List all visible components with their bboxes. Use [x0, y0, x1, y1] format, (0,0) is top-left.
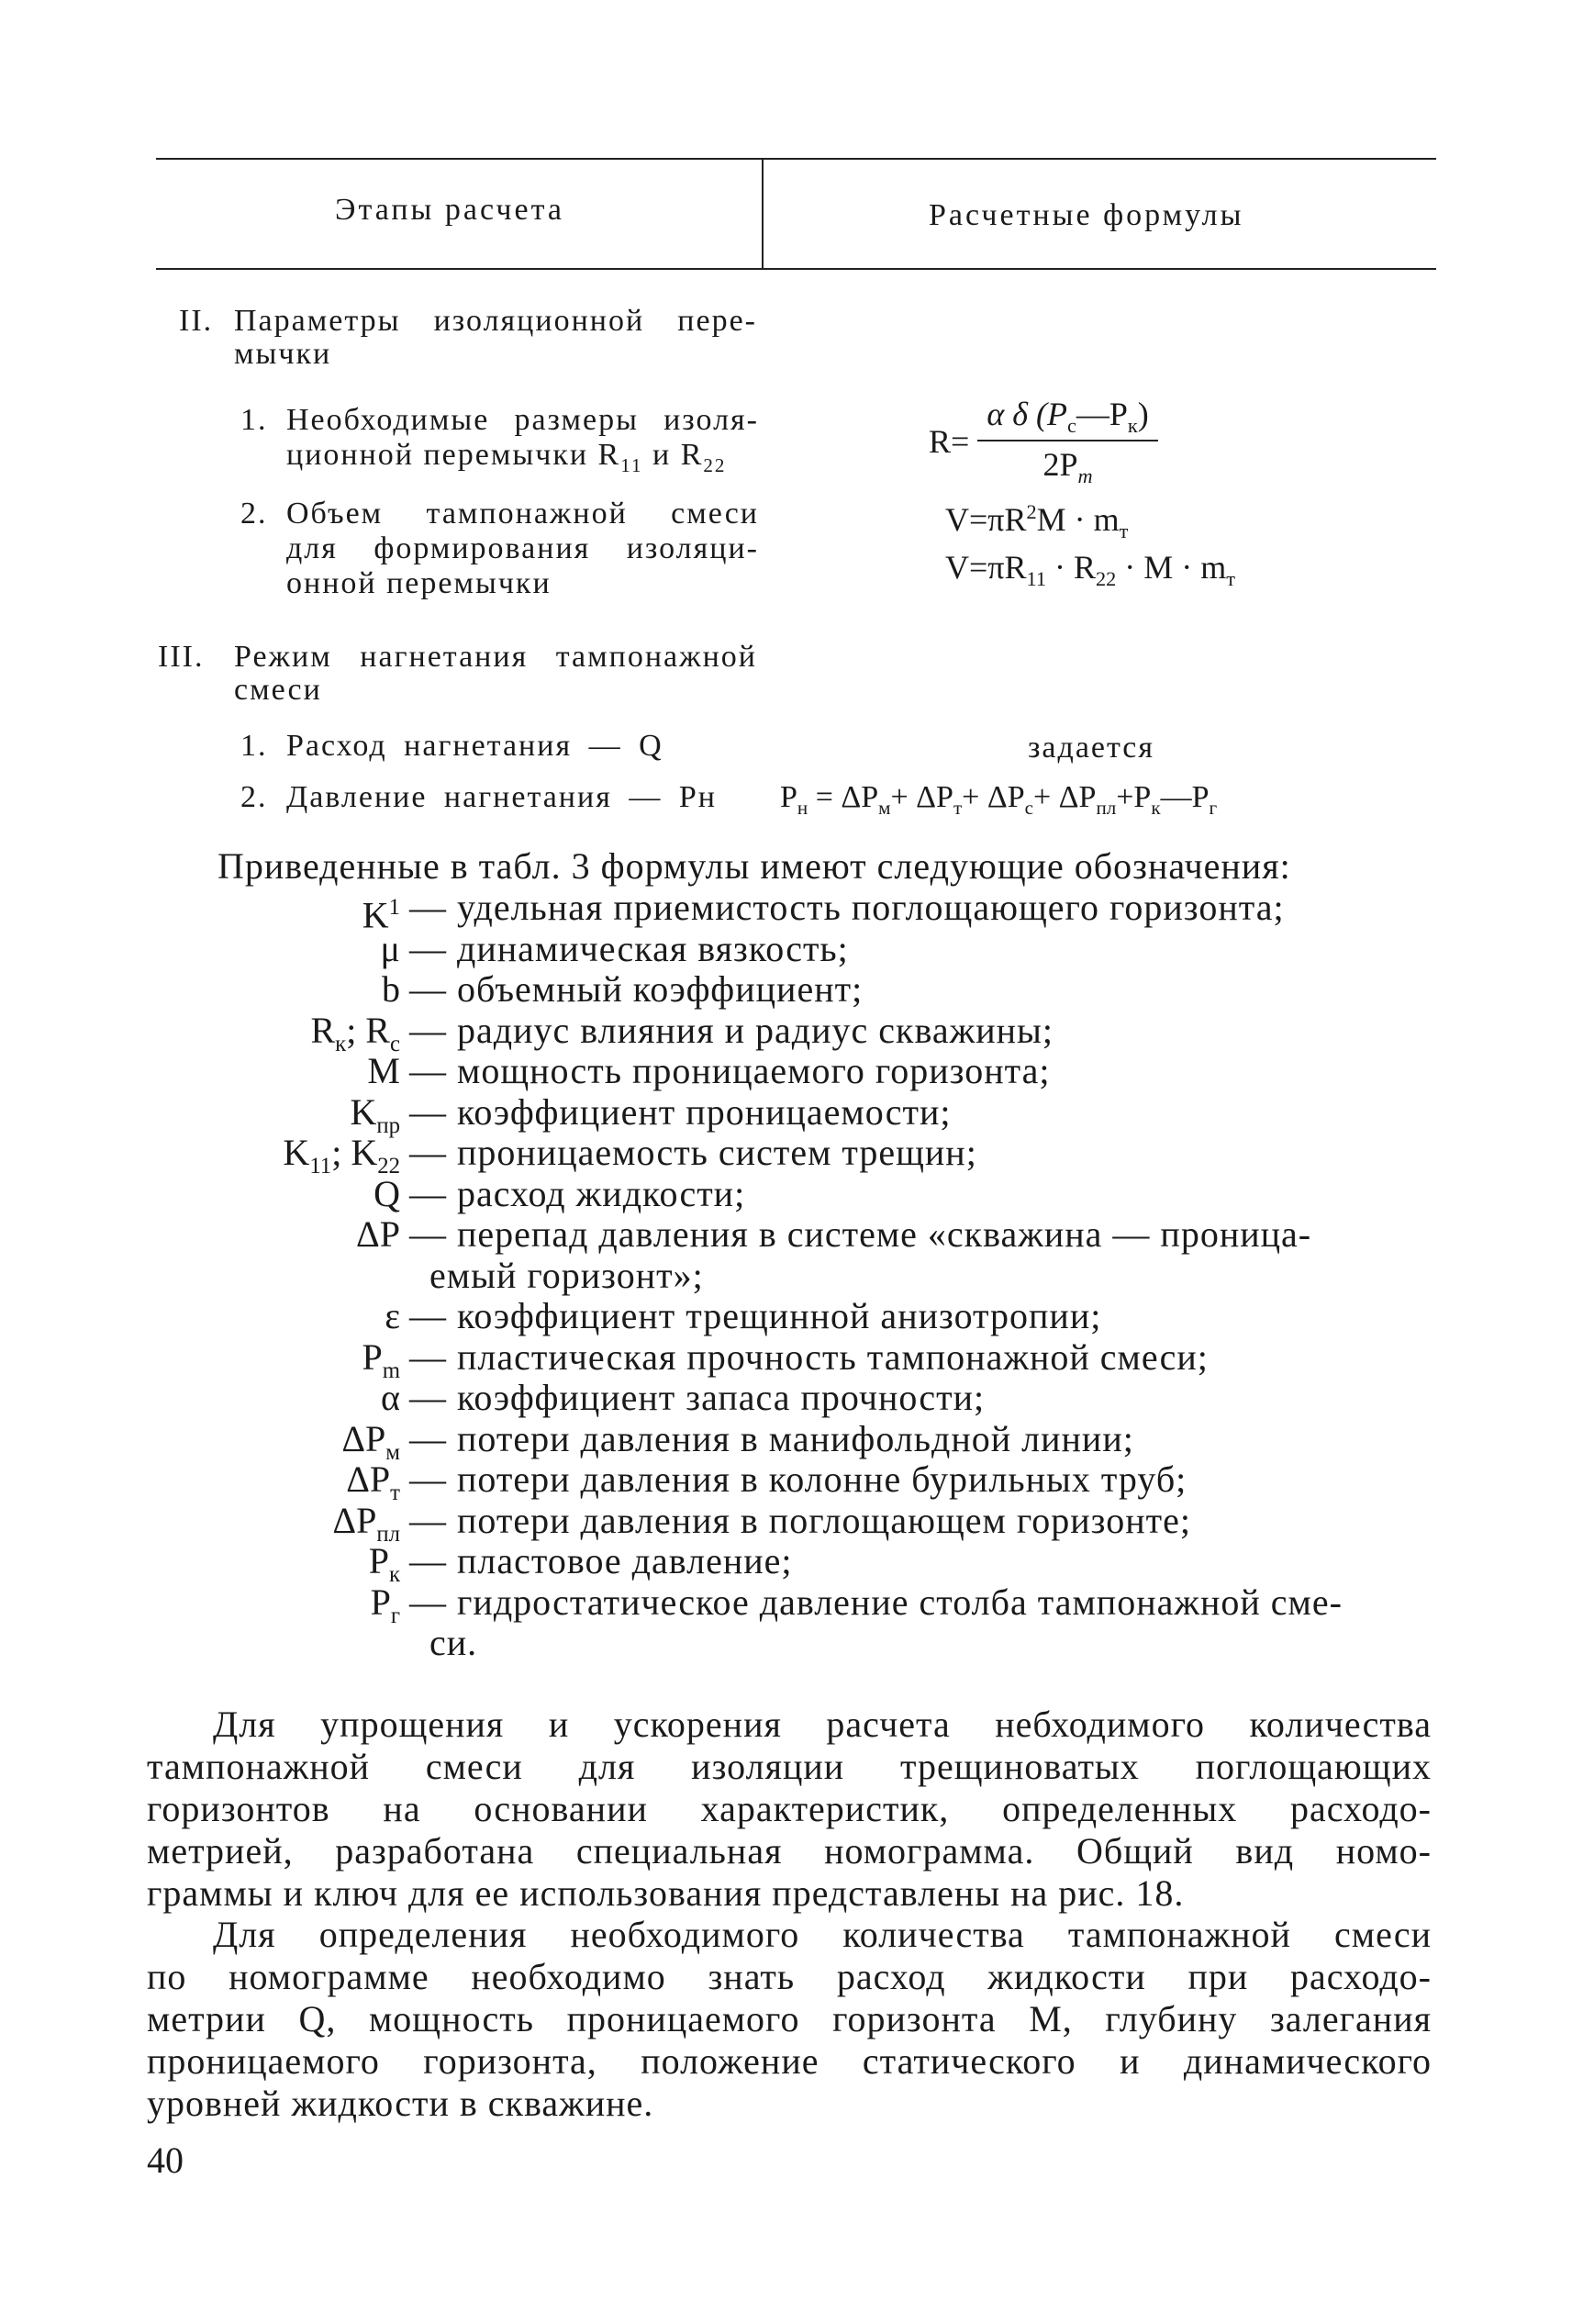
paragraph-line: метрии Q, мощность проницаемого горизонта M, глубину залегания: [147, 1998, 1432, 2039]
legend-description: — потери давления в манифольдной линии;: [409, 1417, 1134, 1459]
legend-description: — удельная приемистость поглощающего горизонта;: [409, 887, 1285, 928]
legend-description: — коэффициент запаса прочности;: [409, 1377, 986, 1418]
paragraph-usage: [147, 1914, 1432, 2125]
row-2-1-number: 1.: [240, 403, 268, 437]
legend-item: [147, 887, 1450, 936]
legend-item: [147, 1132, 1450, 1179]
row-2-2-line2: для формирования изоляци-: [286, 531, 759, 565]
legend-symbol: $P_m$: [362, 1335, 400, 1383]
legend-item: [147, 1377, 1450, 1419]
legend-symbol: $P_г$: [370, 1581, 400, 1628]
legend-description: — перепад давления в системе «скважина — проница-: [409, 1213, 1312, 1255]
legend-description: — мощность проницаемого горизонта;: [409, 1050, 1051, 1091]
legend-item: [147, 1213, 1450, 1256]
row-2-1-line1: Необходимые размеры изоля-: [286, 403, 759, 437]
legend-description: — потери давления в колонне бурильных труб;: [409, 1458, 1187, 1500]
legend-symbol: $R_к$; $R_с$: [310, 1009, 400, 1056]
legend-description: — пластическая прочность тампонажной смеси;: [409, 1335, 1209, 1378]
table-top-rule: [156, 158, 1436, 160]
page-number: 40: [147, 2140, 184, 2181]
row-3-2-number: 2.: [240, 780, 268, 814]
legend-symbol: $\Delta P_т$: [346, 1458, 400, 1505]
legend-symbol: α: [381, 1377, 400, 1418]
legend-description: — коэффициент проницаемости;: [409, 1090, 952, 1133]
section-3-title-line2: смеси: [234, 673, 322, 707]
legend-symbol: b: [382, 968, 400, 1010]
legend-item: [147, 928, 1450, 970]
legend-symbol: $K_{11}$; $K_{22}$: [283, 1132, 400, 1179]
paragraph-line: проницаемого горизонта, положение статического и динамического: [147, 2040, 1432, 2082]
legend-symbol: μ: [380, 927, 400, 969]
legend-symbol: $K^1$: [362, 894, 400, 936]
legend-description: — расход жидкости;: [409, 1172, 746, 1214]
legend-item: [147, 1335, 1450, 1383]
section-2-number: II.: [179, 304, 214, 338]
formula-radius: R= $\frac{\alpha \delta (P_с—P_к)}{2P_m}$: [929, 395, 1158, 488]
row-2-2-line1: Объем тампонажной смеси: [286, 497, 759, 531]
legend-symbol: $P_к$: [368, 1540, 400, 1587]
paragraph-line: Для определения необходимого количества тампонажной смеси: [213, 1914, 1432, 1955]
legend-description: — радиус влияния и радиус скважины;: [409, 1009, 1054, 1051]
legend-description: — пластовое давление;: [409, 1540, 793, 1581]
legend-description: — потери давления в поглощающем горизонте;: [409, 1499, 1191, 1541]
paragraph-line: тампонажной смеси для изоляции трещиноватых поглощающих: [147, 1746, 1432, 1787]
legend-item: [147, 1458, 1450, 1505]
paragraph-line: Для упрощения и ускорения расчета небходимого количества: [213, 1704, 1432, 1745]
legend-symbol: $\Delta P_м$: [341, 1417, 400, 1465]
legend-item: [147, 1417, 1450, 1465]
legend-symbol: ΔP: [356, 1213, 400, 1255]
legend-symbol: $\Delta P_{пл}$: [332, 1499, 400, 1547]
legend-item: [147, 1540, 1450, 1587]
section-3-title-line1: Режим нагнетания тампонажной: [234, 640, 757, 674]
paragraph-line: уровней жидкости в скважине.: [147, 2083, 654, 2124]
legend-item: [147, 1009, 1450, 1056]
legend-item: [147, 1499, 1450, 1547]
legend-symbol: ε: [385, 1295, 400, 1336]
legend-symbol: M: [367, 1050, 400, 1091]
legend-description: — проницаемость систем трещин;: [409, 1132, 977, 1173]
header-formulas: Расчетные формулы: [929, 198, 1244, 232]
row-3-2-text: Давление нагнетания — Pн: [286, 780, 717, 814]
row-3-1-text: Расход нагнетания — Q: [286, 729, 663, 763]
formula-volume-2: $V=\pi R_{11} \cdot R_{22} \cdot M \cdot m_т$: [945, 549, 1236, 591]
table-header-rule: [156, 268, 1436, 270]
row-3-1-formula: задается: [1028, 731, 1155, 765]
formula-injection-pressure: $P_н = \Delta P_м+ \Delta P_т+ \Delta P_с+$ $\Delta P_{пл}+P_к—P_г$: [780, 780, 1218, 819]
legend-symbol: Q: [373, 1172, 400, 1214]
legend-intro: Приведенные в табл. 3 формулы имеют следующие обозначения:: [217, 845, 1291, 887]
paragraph-line: горизонтов на основании характеристик, определенных расходо-: [147, 1788, 1432, 1829]
paragraph-line: метрией, разработана специальная номограмма. Общий вид номо-: [147, 1830, 1432, 1871]
legend-item: [147, 1090, 1450, 1138]
paragraph-line: по номограмме необходимо знать расход жидкости при расходо-: [147, 1956, 1432, 1997]
legend-item: [147, 968, 1450, 1011]
row-2-1-line2: ционной перемычки $R_{11}$ и $R_{22}$: [286, 438, 727, 476]
row-3-1-number: 1.: [240, 729, 268, 763]
paragraph-line: граммы и ключ для ее использования представлены на рис. 18.: [147, 1872, 1185, 1914]
formula-volume-1: $V=\pi R^2M \cdot m_т$: [945, 500, 1129, 543]
header-stages: Этапы расчета: [335, 193, 564, 227]
legend-item: [147, 1173, 1450, 1215]
legend-item-continuation: си.: [429, 1622, 478, 1663]
legend-symbol: $K_{пр}$: [350, 1090, 400, 1138]
row-2-2-number: 2.: [240, 497, 268, 531]
legend-item: [147, 1295, 1450, 1337]
legend-item: [147, 1050, 1450, 1092]
legend-description: — коэффициент трещинной анизотропии;: [409, 1295, 1102, 1336]
table-column-divider: [762, 158, 764, 268]
legend-item: [147, 1581, 1450, 1628]
section-2-title-line1: Параметры изоляционной пере-: [234, 304, 757, 338]
legend-item-continuation: емый горизонт»;: [429, 1254, 704, 1296]
legend-description: — объемный коэффициент;: [409, 968, 864, 1010]
section-3-number: III.: [158, 640, 205, 674]
paragraph-nomogram: [147, 1704, 1432, 1915]
legend-description: — гидростатическое давление столба тампонажной сме-: [409, 1581, 1343, 1623]
section-2-title-line2: мычки: [234, 337, 332, 371]
legend-description: — динамическая вязкость;: [409, 927, 849, 969]
row-2-2-line3: онной перемычки: [286, 566, 552, 600]
